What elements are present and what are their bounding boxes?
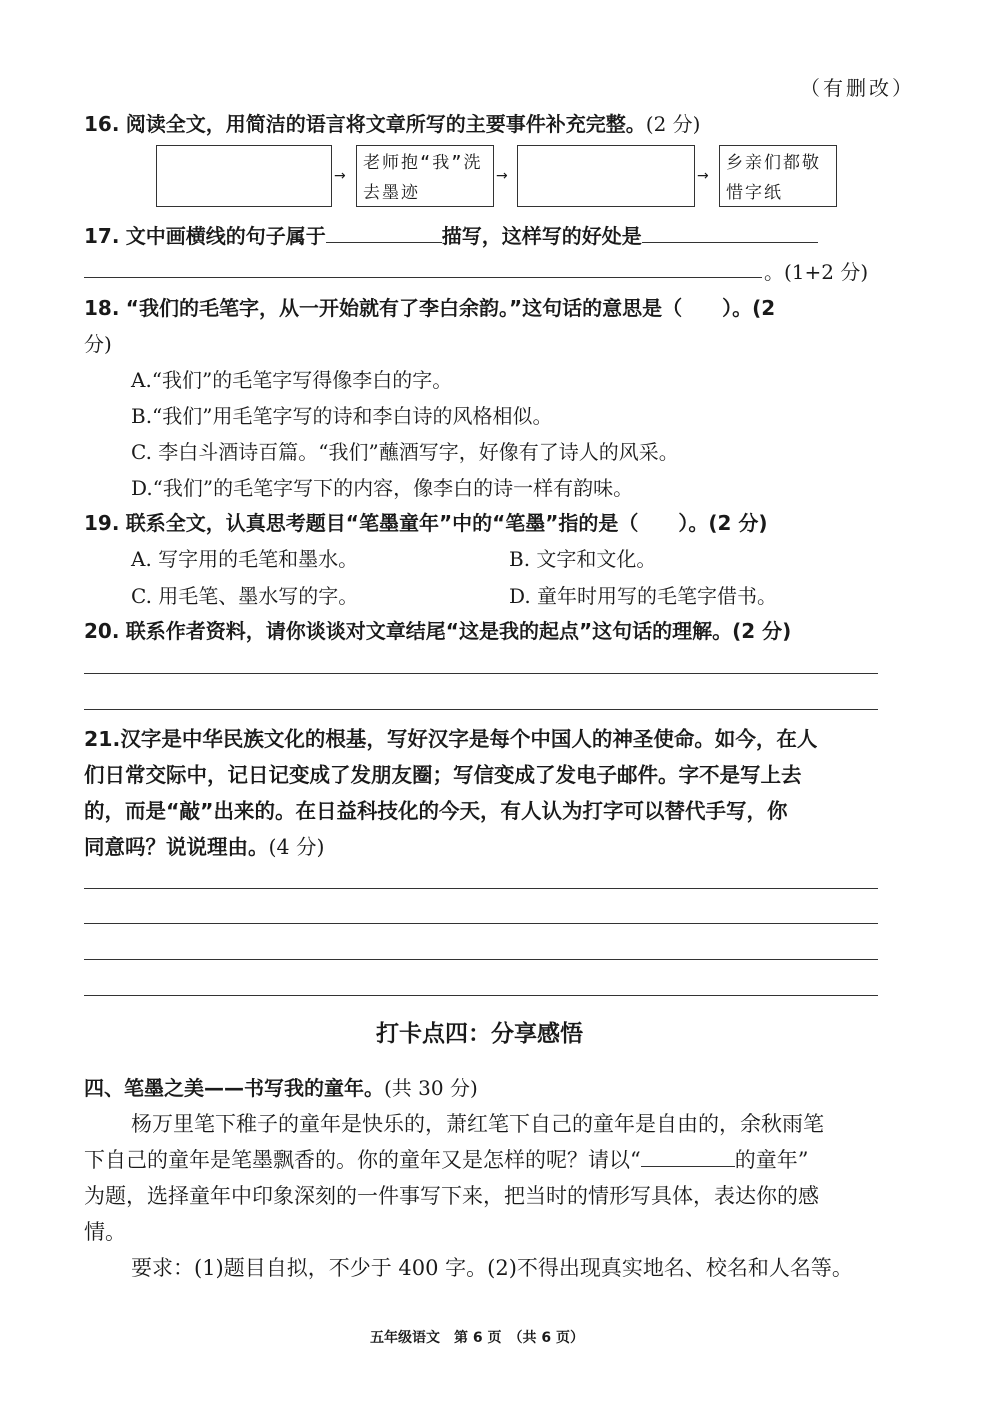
answer-line[interactable] bbox=[84, 277, 762, 278]
question-score-cont: 分) bbox=[84, 332, 112, 356]
answer-blank[interactable] bbox=[326, 224, 442, 243]
option-b[interactable]: B.“我们”用毛笔字写的诗和李白诗的风格相似。 bbox=[131, 404, 553, 428]
question-19 bbox=[84, 507, 768, 536]
answer-line[interactable] bbox=[84, 959, 878, 960]
source-note: （有删改） bbox=[800, 76, 915, 100]
question-number: 19. bbox=[84, 511, 120, 535]
question-18 bbox=[84, 292, 775, 321]
section-title: 打卡点四：分享感悟 bbox=[376, 1021, 583, 1047]
question-text: “我们的毛笔字，从一开始就有了李白余韵。”这句话的意思是（ ）。(2 bbox=[125, 296, 776, 320]
part-4-heading bbox=[84, 1072, 478, 1101]
question-17 bbox=[84, 220, 818, 249]
answer-line[interactable] bbox=[84, 923, 878, 924]
flow-box-4: 乡亲们都敬惜字纸 bbox=[719, 145, 837, 207]
question-text: 的，而是“敲”出来的。在日益科技化的今天，有人认为打字可以替代手写，你 bbox=[84, 799, 788, 823]
answer-line[interactable] bbox=[84, 709, 878, 710]
option-c[interactable]: C. 李白斗酒诗百篇。“我们”蘸酒写字，好像有了诗人的风采。 bbox=[131, 440, 679, 464]
question-number: 16. bbox=[84, 112, 120, 136]
question-text: 同意吗？说说理由。 bbox=[84, 835, 269, 859]
question-number: 20. bbox=[84, 619, 120, 643]
question-text: 阅读全文，用简洁的语言将文章所写的主要事件补充完整。 bbox=[125, 112, 646, 136]
prompt-line-4: 情。 bbox=[84, 1220, 126, 1244]
answer-line[interactable] bbox=[84, 673, 878, 674]
prompt-text: 的童年” bbox=[734, 1148, 809, 1172]
option-d[interactable]: D. 童年时用写的毛笔字借书。 bbox=[509, 584, 778, 608]
answer-line[interactable] bbox=[84, 995, 878, 996]
option-c[interactable]: C. 用毛笔、墨水写的字。 bbox=[131, 584, 359, 608]
question-20 bbox=[84, 615, 791, 644]
part-heading-text: 四、笔墨之美——书写我的童年。 bbox=[84, 1076, 384, 1100]
question-text: 联系全文，认真思考题目“笔墨童年”中的“笔墨”指的是（ ）。(2 分) bbox=[125, 511, 768, 535]
question-21 bbox=[84, 722, 817, 752]
prompt-line-1: 杨万里笔下稚子的童年是快乐的，萧红笔下自己的童年是自由的，余秋雨笔 bbox=[131, 1112, 824, 1136]
option-a[interactable]: A.“我们”的毛笔字写得像李白的字。 bbox=[131, 368, 453, 392]
question-text: 联系作者资料，请你谈谈对文章结尾“这是我的起点”这句话的理解。(2 分) bbox=[125, 619, 792, 643]
question-score: (2 分) bbox=[645, 112, 701, 136]
question-score: 。(1+2 分) bbox=[764, 260, 869, 284]
question-number: 18. bbox=[84, 296, 120, 320]
prompt-line-3: 为题，选择童年中印象深刻的一件事写下来，把当时的情形写具体，表达你的感 bbox=[84, 1184, 819, 1208]
question-text: 汉字是中华民族文化的根基，写好汉字是每个中国人的神圣使命。如今，在人 bbox=[120, 727, 818, 751]
option-b[interactable]: B. 文字和文化。 bbox=[509, 547, 657, 571]
question-text: 文中画横线的句子属于 bbox=[125, 224, 326, 248]
requirements: 要求：(1)题目自拟，不少于 400 字。(2)不得出现真实地名、校名和人名等。 bbox=[131, 1256, 853, 1280]
arrow-right-icon: → bbox=[496, 168, 508, 184]
flow-box-2: 老师抱“我”洗去墨迹 bbox=[356, 145, 494, 207]
part-score: (共 30 分) bbox=[384, 1076, 478, 1100]
prompt-line-2 bbox=[84, 1144, 808, 1174]
prompt-text: 下自己的童年是笔墨飘香的。你的童年又是怎样的呢？请以“ bbox=[84, 1148, 641, 1172]
arrow-right-icon: → bbox=[334, 168, 346, 184]
question-21-last bbox=[84, 830, 325, 860]
question-16 bbox=[84, 108, 700, 137]
answer-line[interactable] bbox=[84, 888, 878, 889]
question-text: 们日常交际中，记日记变成了发朋友圈；写信变成了发电子邮件。字不是写上去 bbox=[84, 763, 802, 787]
question-number: 21. bbox=[84, 727, 121, 751]
question-text: 描写，这样写的好处是 bbox=[441, 224, 642, 248]
option-d[interactable]: D.“我们”的毛笔字写下的内容，像李白的诗一样有韵味。 bbox=[131, 476, 634, 500]
question-score: (4 分) bbox=[268, 835, 325, 859]
flow-box-1[interactable] bbox=[156, 145, 332, 207]
question-number: 17. bbox=[84, 224, 120, 248]
answer-blank[interactable] bbox=[642, 224, 818, 243]
page-footer: 五年级语文 第 6 页 （共 6 页） bbox=[370, 1330, 584, 1346]
title-blank[interactable] bbox=[641, 1146, 735, 1167]
option-a[interactable]: A. 写字用的毛笔和墨水。 bbox=[131, 547, 359, 571]
flow-box-3[interactable] bbox=[517, 145, 695, 207]
arrow-right-icon: → bbox=[697, 168, 709, 184]
